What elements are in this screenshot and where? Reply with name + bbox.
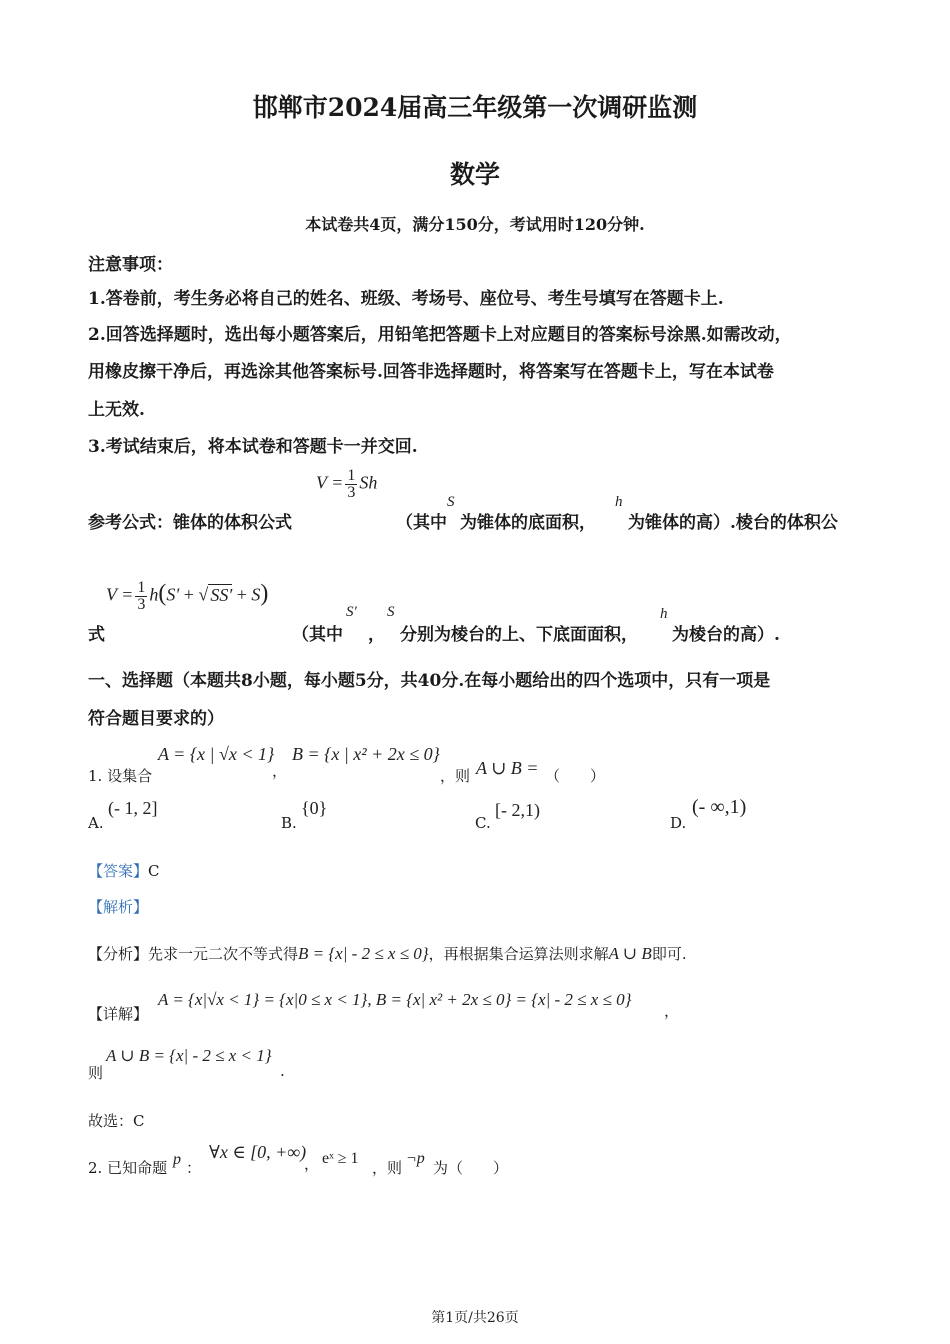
- notice-item-2-line-3: 上无效.: [88, 400, 145, 420]
- ze-math: A ∪ B = {x| - 2 ≤ x < 1}: [106, 1046, 272, 1065]
- fenxi-tag: 【分析】: [88, 945, 149, 963]
- q1-stem-prefix: 1. 设集合: [88, 767, 153, 785]
- q1-answer-line: [88, 860, 160, 881]
- xiangjie-comma: ，: [664, 1002, 680, 1020]
- q2-not-p: ¬p: [406, 1150, 425, 1167]
- q1-option-a-value: (- 1, 2]: [108, 798, 158, 818]
- q2-stem-prefix: 2. 已知命题: [88, 1159, 168, 1177]
- q1-sep: ，: [272, 762, 288, 780]
- fenxi-math-1: B = {x| - 2 ≤ x ≤ 0}: [298, 944, 429, 963]
- xiangjie-math: A = {x|√x < 1} = {x|0 ≤ x < 1}, B = {x| x² + 2x ≤ 0} = {x| - 2 ≤ x ≤ 0}: [158, 990, 632, 1009]
- formula-line2-mid2: 分别为棱台的上、下底面面积，: [400, 625, 638, 645]
- formula-line1-suffix: 为锥体的高）.棱台的体积公: [628, 513, 838, 533]
- exam-title: 邯郸市2024届高三年级第一次调研监测: [252, 93, 698, 122]
- symbol-h-2: h: [660, 606, 668, 622]
- section-1-line-1: 一、选择题（本题共8小题，每小题5分，共40分.在每小题给出的四个选项中，只有一项是: [88, 671, 771, 691]
- cone-volume-formula: V = $\frac{1}{3}$ Sh: [316, 467, 378, 501]
- q1-option-b-label: B.: [281, 814, 297, 832]
- fenxi-line: [88, 943, 687, 964]
- fenxi-text-2: ，再根据集合运算法则求解: [428, 945, 609, 963]
- notice-heading: 注意事项：: [88, 255, 173, 275]
- formula-line1-mid2: 为锥体的底面积，: [460, 513, 596, 533]
- notice-item-2-line-2: 用橡皮擦干净后，再选涂其他答案标号.回答非选择题时，将答案写在答题卡上，写在本试卷: [88, 362, 774, 382]
- ze-label: 则: [88, 1064, 104, 1082]
- q1-option-d-value: (- ∞,1): [692, 796, 747, 818]
- fenxi-text-3: 即可.: [651, 945, 687, 963]
- notice-item-2-line-1: 2.回答选择题时，选出每小题答案后，用铅笔把答题卡上对应题目的答案标号涂黑.如需改动，: [88, 325, 792, 345]
- q2-comma: ，: [304, 1155, 320, 1173]
- section-1-line-2: 符合题目要求的）: [88, 709, 224, 729]
- formula-line2-mid1: （其中: [292, 625, 343, 645]
- q1-set-a: A = {x | √x < 1}: [158, 744, 275, 764]
- q1-stem-suffix-2: （ ）: [545, 767, 606, 785]
- formula-line2-comma: ，: [368, 625, 385, 645]
- q2-suffix: 为（ ）: [433, 1159, 509, 1177]
- formula-line1-mid1: （其中: [396, 513, 447, 533]
- formula-line2-prefix: 式: [88, 625, 105, 645]
- q1-union: A ∪ B =: [476, 758, 539, 778]
- formula-line2-suffix: 为棱台的高）.: [672, 625, 780, 645]
- q2-p: p: [173, 1151, 181, 1168]
- formula-line1-prefix: 参考公式：锥体的体积公式: [88, 513, 292, 533]
- ze-period: .: [280, 1062, 285, 1080]
- symbol-h: h: [615, 494, 623, 510]
- fenxi-text-1: 先求一元二次不等式得: [148, 945, 299, 963]
- q2-ex: eˣ ≥ 1: [322, 1150, 359, 1167]
- notice-item-3: 3.考试结束后，将本试卷和答题卡一并交回.: [88, 437, 418, 457]
- xiangjie-tag: 【详解】: [88, 1005, 149, 1023]
- exam-info: 本试卷共4页，满分150分，考试用时120分钟.: [305, 215, 645, 234]
- symbol-s-prime: S′: [346, 604, 357, 620]
- q2-ze: ，则: [372, 1159, 403, 1177]
- q1-option-a-label: A.: [88, 814, 104, 832]
- guxuan: 故选：C: [88, 1112, 145, 1130]
- symbol-s-2: S: [387, 604, 395, 620]
- page-footer: 第1页/共26页: [431, 1310, 519, 1326]
- q1-option-c-value: [- 2,1): [495, 800, 540, 820]
- q1-option-c-label: C.: [475, 814, 491, 832]
- analysis-tag: 【解析】: [88, 898, 149, 916]
- fenxi-math-2: A ∪ B: [608, 944, 652, 963]
- q1-stem-suffix-1: ，则: [440, 767, 471, 785]
- frustum-volume-formula: V = $\frac{1}{3}$ h(S′ + √ SS′ + S): [106, 579, 269, 613]
- symbol-s: S: [447, 494, 455, 510]
- q2-colon: ：: [186, 1159, 202, 1177]
- q1-option-d-label: D.: [670, 814, 687, 832]
- q1-option-b-value: {0}: [301, 798, 328, 818]
- notice-item-1: 1.答卷前，考生务必将自己的姓名、班级、考场号、座位号、考生号填写在答题卡上.: [88, 289, 724, 309]
- q1-answer: C: [148, 862, 160, 880]
- q2-forall: ∀x ∈ [0, +∞): [209, 1142, 307, 1162]
- answer-tag: 【答案】: [88, 862, 149, 880]
- subject-title: 数学: [449, 160, 500, 189]
- q1-set-b: B = {x | x² + 2x ≤ 0}: [292, 744, 440, 764]
